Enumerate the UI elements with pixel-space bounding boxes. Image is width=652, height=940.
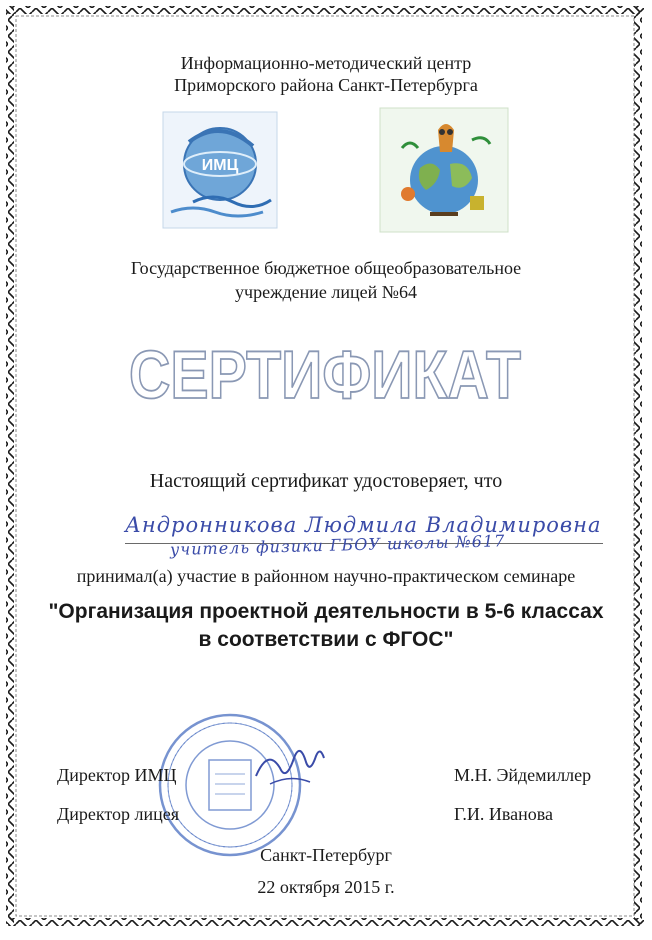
imc-logo-text: ИМЦ bbox=[201, 157, 239, 174]
school-name bbox=[0, 256, 652, 304]
issuer-header bbox=[0, 52, 652, 96]
issuer-line-2: Приморского района Санкт-Петербурга bbox=[174, 75, 478, 95]
school-line-2: учреждение лицей №64 bbox=[235, 282, 417, 302]
seminar-line-1: "Организация проектной деятельности в 5-6 классах bbox=[48, 600, 604, 623]
director-imc-name: М.Н. Эйдемиллер bbox=[454, 765, 592, 785]
recipient-position: учитель физики ГБОУ школы №617 bbox=[169, 531, 506, 559]
city: Санкт-Петербург bbox=[260, 845, 392, 865]
certifies-text: Настоящий сертификат удостоверяет, что bbox=[149, 470, 503, 492]
director-imc-label: Директор ИМЦ bbox=[57, 765, 177, 785]
participation-text: принимал(а) участие в районном научно-практическом семинаре bbox=[76, 566, 576, 586]
issuer-line-1: Информационно-методический центр bbox=[180, 53, 472, 73]
seminar-title bbox=[0, 598, 652, 654]
seminar-line-2: в соответствии с ФГОС" bbox=[198, 628, 454, 651]
school-line-1: Государственное бюджетное общеобразовательное bbox=[130, 258, 522, 278]
imc-logo bbox=[163, 112, 277, 228]
signature bbox=[250, 728, 330, 798]
director-lyceum-label: Директор лицея bbox=[57, 804, 180, 824]
title-text: СЕРТИФИКАТ bbox=[129, 337, 521, 413]
certificate-title bbox=[125, 337, 525, 413]
date: 22 октября 2015 г. bbox=[257, 877, 395, 897]
director-lyceum-name: Г.И. Иванова bbox=[454, 804, 554, 824]
lyceum-logo bbox=[380, 108, 508, 232]
recipient-name: Андронникова Людмила Владимировна bbox=[125, 513, 603, 544]
